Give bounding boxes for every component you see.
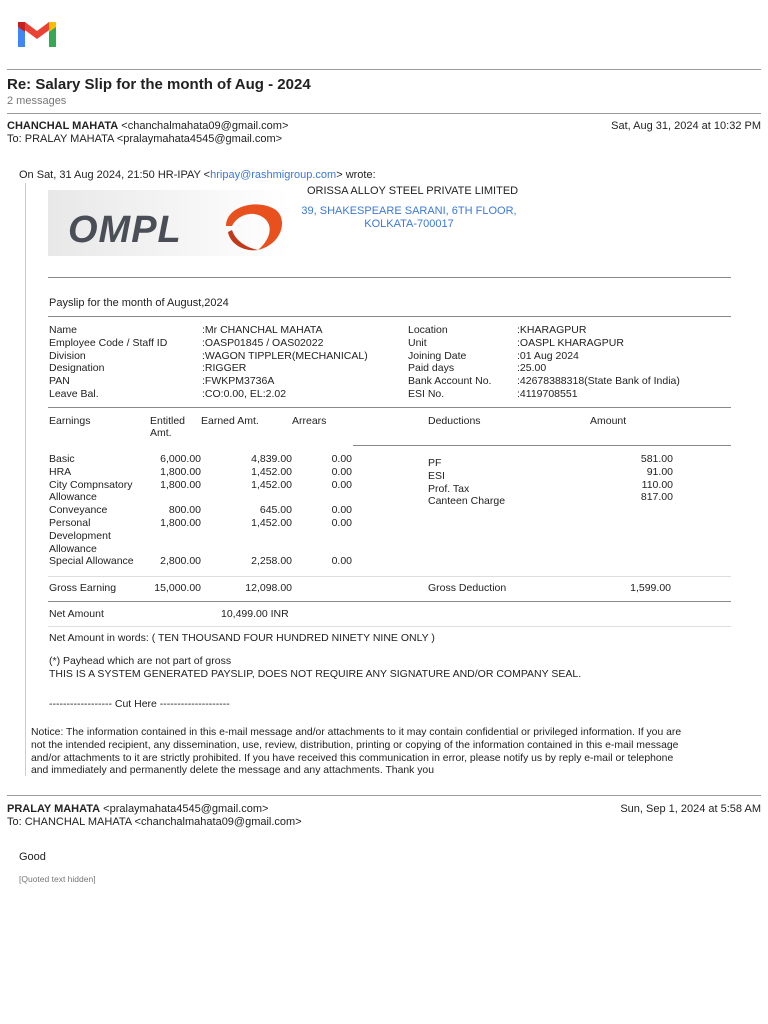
quote-attribution [19,169,376,182]
info-row [49,324,409,337]
earning-name: HRA [49,465,72,478]
earning-earned: 4,839.00 [251,453,292,465]
earning-name: Basic [49,453,75,465]
earning-earned: 1,452.00 [251,465,292,478]
info-label: Name [49,324,78,336]
deduction-name: PF [428,457,442,469]
employee-info-left [49,324,409,401]
cut-here-line: ------------------ Cut Here -------------------- [49,698,230,710]
company-logo [48,190,290,256]
deduction-row [428,491,673,508]
earning-earned: 645.00 [259,504,292,517]
earning-name: Personal [49,517,91,529]
info-row [408,337,738,350]
deductions-header: Deductions [428,415,481,427]
earnings-row [49,517,352,555]
notice-line: and immediately and permanently delete the message and any attachments. Thank you [31,765,434,777]
info-label: Leave Bal. [49,387,99,400]
quote-suffix: > wrote: [336,169,376,181]
earning-entitled: 1,800.00 [160,517,201,529]
earning-arrears: 0.00 [331,453,352,465]
net-amount-value: 10,499.00 INR [221,608,289,620]
info-label: Division [49,349,86,362]
sender-name: PRALAY MAHATA [7,803,101,815]
info-label: PAN [49,375,70,388]
company-logo-text: OMPL [68,209,182,251]
earning-arrears: 0.00 [331,555,352,568]
info-row [408,350,738,363]
entitled-header-line1: Entitled [150,415,186,427]
earning-entitled: 6,000.00 [160,453,201,465]
info-label: Unit [408,336,427,349]
earning-name: Conveyance [49,504,108,517]
info-value: :Mr CHANCHAL MAHATA [202,324,323,336]
earning-arrears: 0.00 [331,465,352,478]
earnings-header: Earnings [49,415,91,427]
deduction-amount: 91.00 [646,465,673,478]
info-value: :OASP01845 / OAS02022 [202,336,324,349]
deduction-amount: 110.00 [641,478,673,491]
info-label: Designation [49,362,105,375]
deductions-table [428,453,673,508]
info-value: :CO:0.00, EL:2.02 [202,387,287,400]
notice-line: Notice: The information contained in this e-mail message and/or attachments to it may contain confidential or privileged information. If you are [31,727,682,738]
earnings-row [49,453,352,466]
info-row [49,337,409,350]
message1-sender[interactable] [7,120,288,133]
gross-earning-label: Gross Earning [49,582,117,594]
sender-email: <chanchalmahata09@gmail.com> [121,120,289,132]
system-generated-note: THIS IS A SYSTEM GENERATED PAYSLIP, DOES NOT REQUIRE ANY SIGNATURE AND/OR COMPANY SEAL. [49,668,582,680]
deduction-row [428,453,673,469]
info-row [49,362,409,375]
notice-line: and/or attachments to it are strictly prohibited. If you have received this communication in error, please notify us by reply e-mail or telephone [31,752,674,764]
quote-prefix: On Sat, 31 Aug 2024, 21:50 HR-IPAY < [19,169,211,181]
info-value: :WAGON TIPPLER(MECHANICAL) [202,349,368,362]
deduction-name: Canteen Charge [428,495,506,508]
arrears-header: Arrears [292,415,327,427]
thread-subject: Re: Salary Slip for the month of Aug - 2024 [7,76,311,93]
earning-name: Allowance [49,542,97,555]
sender-email: <pralaymahata4545@gmail.com> [103,803,269,815]
gross-entitled: 15,000.00 [154,582,201,594]
info-label: Paid days [408,362,455,375]
info-row [49,388,409,401]
message1-date: Sat, Aug 31, 2024 at 10:32 PM [611,120,761,132]
earning-arrears: 0.00 [331,517,352,529]
net-amount-label: Net Amount [49,608,104,620]
info-label: Employee Code / Staff ID [49,336,168,349]
earnings-row [49,465,352,479]
message-count: 2 messages [7,95,67,107]
net-amount-words: Net Amount in words: ( TEN THOUSAND FOUR HUNDRED NINETY NINE ONLY ) [49,632,435,644]
quoted-text-hidden[interactable]: [Quoted text hidden] [19,874,96,884]
earning-name: Development [49,529,111,542]
info-row [408,375,738,388]
earning-name: Special Allowance [49,555,134,568]
deduction-amount: 817.00 [640,491,673,504]
info-label: ESI No. [408,387,445,400]
earning-earned: 1,452.00 [251,517,292,529]
info-label: Joining Date [408,349,467,362]
message2-sender[interactable] [7,803,268,816]
earning-arrears: 0.00 [331,504,352,517]
info-value: :42678388318(State Bank of India) [517,375,680,388]
info-value: :RIGGER [202,362,247,375]
earning-name: City Compnsatory [49,478,133,491]
info-value: :KHARAGPUR [517,324,587,336]
company-address-line2: KOLKATA-700017 [364,218,454,230]
payslip-title: Payslip for the month of August,2024 [49,297,229,309]
earning-arrears: 0.00 [331,478,352,491]
earning-earned: 2,258.00 [251,555,292,568]
info-row [408,388,738,401]
info-value: :01 Aug 2024 [517,349,579,362]
info-row [408,362,738,375]
info-row [49,375,409,388]
amount-header: Amount [590,415,627,427]
company-name: ORISSA ALLOY STEEL PRIVATE LIMITED [307,185,519,197]
info-row [49,350,409,363]
earned-header: Earned Amt. [201,415,259,427]
earnings-row [49,478,352,505]
payhead-note: (*) Payhead which are not part of gross [49,655,232,667]
earning-entitled: 1,800.00 [160,465,201,478]
message1-recipient: To: PRALAY MAHATA <pralaymahata4545@gmail.com> [7,133,283,145]
info-value: :OASPL KHARAGPUR [517,336,624,349]
info-value: :4119708551 [517,387,578,400]
legal-notice [31,727,761,778]
earning-earned: 1,452.00 [251,478,292,491]
entitled-header-line2: Amt. [150,427,172,439]
message2-date: Sun, Sep 1, 2024 at 5:58 AM [620,803,761,815]
company-logo-swoosh-icon [218,196,290,256]
earning-entitled: 1,800.00 [160,478,201,491]
earning-entitled: 800.00 [168,504,201,517]
info-value: :25.00 [517,362,547,375]
gross-deduction-label: Gross Deduction [428,582,507,594]
deduction-row [428,478,673,495]
earnings-row [49,555,352,568]
deduction-amount: 581.00 [640,453,673,465]
deduction-row [428,465,673,482]
deduction-name: ESI [428,469,445,482]
deduction-name: Prof. Tax [428,482,470,495]
message2-recipient: To: CHANCHAL MAHATA <chanchalmahata09@gmail.com> [7,816,302,828]
sender-name: CHANCHAL MAHATA [7,120,119,132]
notice-line: not the intended recipient, any dissemination, use, review, distribution, printing or copying of the information contained in this e-mail message [31,739,679,751]
info-value: :FWKPM3736A [202,375,275,388]
quote-email-link[interactable]: hripay@rashmigroup.com [210,169,337,181]
gross-deduction: 1,599.00 [630,582,671,594]
earning-entitled: 2,800.00 [160,555,201,568]
earnings-row [49,504,352,517]
gross-earned: 12,098.00 [245,582,292,594]
message2-body: Good [19,851,46,863]
quote-bar [25,183,26,776]
gmail-logo-icon [16,19,58,49]
earning-name: Allowance [49,491,97,504]
employee-info-right [408,324,738,401]
company-address-line1: 39, SHAKESPEARE SARANI, 6TH FLOOR, [301,205,517,217]
info-row [408,324,738,337]
info-label: Location [408,324,448,336]
info-label: Bank Account No. [408,375,492,388]
